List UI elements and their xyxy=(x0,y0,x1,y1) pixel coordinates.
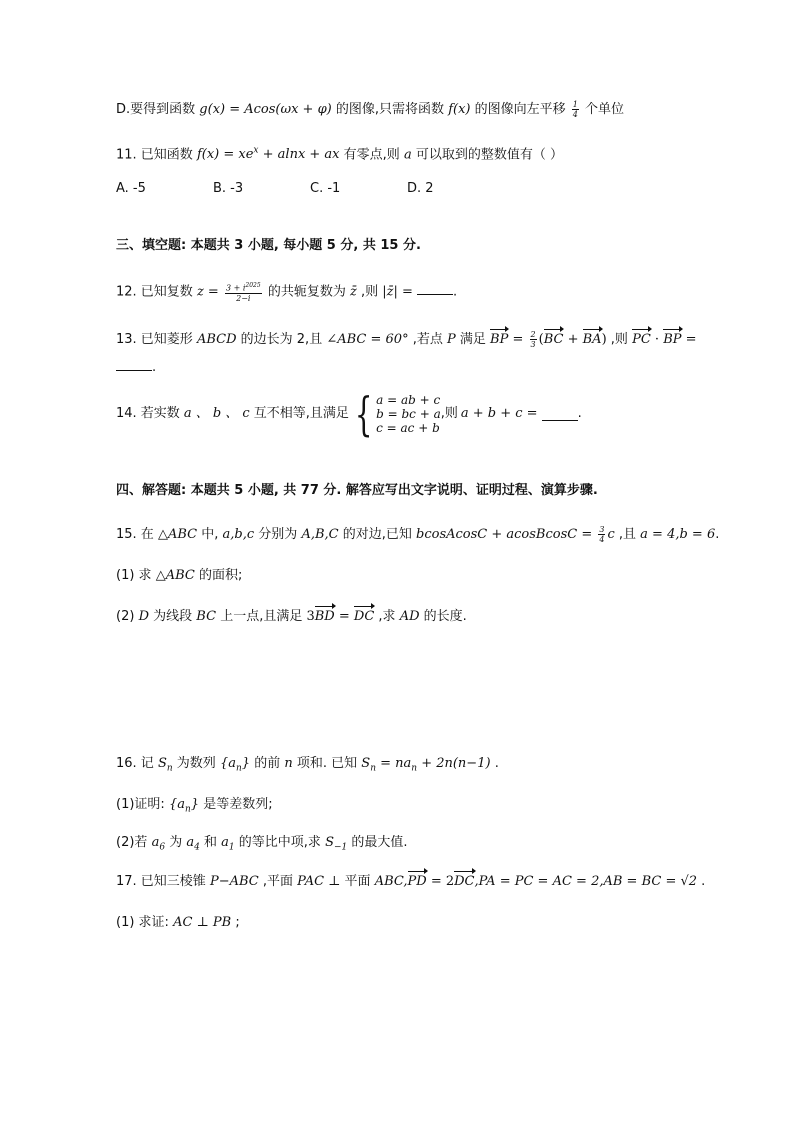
text: ,则 xyxy=(440,406,458,421)
formula: z = xyxy=(196,284,219,300)
variable: BC xyxy=(196,609,217,624)
vector: BP xyxy=(663,332,682,347)
superscript: x xyxy=(253,146,259,156)
symbol: a xyxy=(186,835,195,850)
paren: ( xyxy=(538,332,544,347)
text: 上一点,且满足 xyxy=(220,609,303,624)
text: 为线段 xyxy=(153,609,193,624)
symbol: S xyxy=(157,756,167,771)
question-12 xyxy=(116,281,457,303)
text: 和 xyxy=(204,835,218,850)
answer-blank xyxy=(542,408,578,421)
triangle: △ABC xyxy=(155,568,195,583)
text: (2)若 xyxy=(116,835,148,850)
option-d-line xyxy=(116,100,624,119)
symbol: S xyxy=(361,756,371,771)
fraction xyxy=(572,100,579,119)
text: 的等比中项,求 xyxy=(238,835,321,850)
formula: |z̄| = xyxy=(382,284,413,300)
text: 为 xyxy=(169,835,183,850)
text: 17. 已知三棱锥 xyxy=(116,874,206,889)
question-16-part-2 xyxy=(116,834,408,857)
variable: P xyxy=(447,332,456,347)
variable: D xyxy=(138,609,149,624)
coefficient: 3 xyxy=(306,609,315,624)
formula: AC ⊥ PB xyxy=(173,915,232,930)
question-16-part-1 xyxy=(116,796,273,819)
formula xyxy=(197,147,340,162)
text: 的长度. xyxy=(423,609,467,624)
text: 分别为 xyxy=(258,527,298,542)
equals: = xyxy=(334,609,354,624)
vector: BD xyxy=(314,609,335,624)
equation-system xyxy=(349,387,441,441)
formula: = 2 xyxy=(426,874,455,889)
vector: DC xyxy=(353,609,375,624)
numerator: 2 xyxy=(530,330,536,339)
symbol: S xyxy=(325,835,334,850)
text: ,则 xyxy=(610,332,628,347)
text: . xyxy=(152,360,157,375)
text: 为数列 xyxy=(176,756,216,771)
text: 12. 已知复数 xyxy=(116,284,193,300)
formula-part: f(x) = xe xyxy=(196,147,254,163)
text: 的面积; xyxy=(198,568,243,583)
variable: a xyxy=(403,147,412,163)
text: ,求 xyxy=(378,609,396,624)
formula-part: + alnx + ax xyxy=(258,147,340,163)
numerator: 1 xyxy=(572,100,578,109)
subscript: −1 xyxy=(333,842,348,853)
formula xyxy=(151,835,166,853)
text: 项和. 已知 xyxy=(296,756,358,771)
text: 是等差数列; xyxy=(203,797,273,812)
equation: c = ac + b xyxy=(376,421,440,435)
text: 可以取到的整数值有（ ） xyxy=(415,147,563,163)
text: ,且 xyxy=(618,527,637,542)
formula-part: = na xyxy=(375,756,412,771)
text: (2) xyxy=(116,609,135,624)
text: (1) 求证: xyxy=(116,915,169,930)
formula: bcosAcosC + acosBcosC = xyxy=(416,527,593,542)
answer-blank xyxy=(116,358,152,371)
text: 的图像,只需将函数 xyxy=(335,102,445,117)
formula: ,PA = PC = AC = 2,AB = BC = √2 xyxy=(474,874,698,889)
subscript: n xyxy=(370,763,376,774)
text: 中, xyxy=(201,527,219,542)
fraction xyxy=(530,330,537,349)
text: 互不相等,且满足 xyxy=(253,406,349,421)
denominator: 3 xyxy=(530,340,536,349)
denominator: 4 xyxy=(572,110,578,119)
subscript: 6 xyxy=(159,842,166,853)
variables: A,B,C xyxy=(301,527,339,542)
formula: ∠ABC = 60° xyxy=(326,332,409,347)
vector: BP xyxy=(490,332,509,347)
variables: a 、 b 、 c xyxy=(183,406,250,421)
formula-part: + 2n(n−1) xyxy=(417,756,491,771)
text: 11. 已知函数 xyxy=(116,147,193,163)
text: 的边长为 2,且 xyxy=(240,332,323,347)
formula: ABC, xyxy=(374,874,408,889)
formula: a = 4,b = 6 xyxy=(640,527,716,542)
formula: g(x) = Acos(ωx + φ) xyxy=(199,102,332,117)
fraction xyxy=(225,281,262,303)
numerator-text: 3 + i xyxy=(225,283,246,293)
formula xyxy=(221,835,235,853)
numerator xyxy=(225,281,262,294)
question-15-part-2 xyxy=(116,608,467,626)
text: ,平面 xyxy=(262,874,294,889)
formula xyxy=(325,835,348,853)
variable: AD xyxy=(399,609,420,624)
formula: PAC ⊥ xyxy=(297,874,341,889)
text: ; xyxy=(235,915,240,930)
vector: PC xyxy=(632,332,651,347)
text: 的图像向左平移 xyxy=(474,102,566,117)
dot: · xyxy=(650,332,664,347)
formula: P−ABC xyxy=(209,874,259,889)
subscript: n xyxy=(184,804,191,815)
text: ,则 xyxy=(360,284,379,300)
text: 16. 记 xyxy=(116,756,154,771)
text: 14. 若实数 xyxy=(116,406,180,421)
formula xyxy=(168,797,200,815)
text: 15. 在 xyxy=(116,527,154,542)
text: 有零点,则 xyxy=(343,147,400,163)
text: . xyxy=(715,527,720,542)
vector: DC xyxy=(454,874,475,889)
option-d: D. 2 xyxy=(407,181,434,196)
denominator: 2−i xyxy=(236,293,251,303)
variable: n xyxy=(284,756,293,771)
vector: BA xyxy=(582,332,602,347)
text: . xyxy=(577,406,582,421)
text: . xyxy=(494,756,499,771)
text: 的最大值. xyxy=(351,835,408,850)
variable: c xyxy=(607,527,615,542)
question-11-options xyxy=(116,180,504,198)
question-15 xyxy=(116,525,719,544)
formula: a + b + c = xyxy=(460,406,538,421)
text: 平面 xyxy=(344,874,371,889)
symbol: } xyxy=(190,797,200,812)
variable: z̄ xyxy=(349,284,357,300)
symbol: a xyxy=(221,835,229,850)
denominator: 4 xyxy=(599,535,605,544)
question-14 xyxy=(116,387,582,441)
exponent: 2025 xyxy=(245,282,261,289)
question-15-part-1 xyxy=(116,567,242,585)
question-17-part-1 xyxy=(116,914,240,932)
text: D.要得到函数 xyxy=(116,102,196,117)
equation: a = ab + c xyxy=(376,393,441,407)
subscript: n xyxy=(166,763,173,774)
symbol: {a xyxy=(168,797,185,812)
symbol: a xyxy=(151,835,160,850)
text: 满足 xyxy=(459,332,486,347)
subscript: n xyxy=(411,763,418,774)
text: 的前 xyxy=(254,756,281,771)
text: 的共轭复数为 xyxy=(267,284,346,300)
option-b: B. -3 xyxy=(213,181,244,196)
subscript: 4 xyxy=(194,842,200,853)
question-16 xyxy=(116,755,499,778)
equals: = xyxy=(681,332,697,347)
numerator: 3 xyxy=(599,525,605,534)
formula xyxy=(361,756,491,774)
section-4-heading: 四、解答题: 本题共 5 小题, 共 77 分. 解答应写出文字说明、证明过程、演算步骤. xyxy=(116,483,598,498)
question-17 xyxy=(116,873,705,891)
question-13 xyxy=(116,330,697,349)
text: ,若点 xyxy=(412,332,443,347)
symbol: {a xyxy=(219,756,236,771)
formula: f(x) xyxy=(448,102,471,117)
vector: PD xyxy=(407,874,427,889)
plus: + xyxy=(563,332,583,347)
formula xyxy=(157,756,173,774)
answer-blank xyxy=(417,282,453,295)
text: . xyxy=(701,874,706,889)
variable: ABCD xyxy=(196,332,237,347)
question-13-blank xyxy=(116,358,156,377)
symbol: } xyxy=(241,756,251,771)
text: . xyxy=(453,284,458,300)
variables: a,b,c xyxy=(222,527,255,542)
text: (1) 求 xyxy=(116,568,152,583)
brace: { xyxy=(354,387,373,441)
equation: b = bc + a xyxy=(376,407,441,421)
text: (1)证明: xyxy=(116,797,165,812)
subscript: n xyxy=(235,763,242,774)
section-3-heading: 三、填空题: 本题共 3 小题, 每小题 5 分, 共 15 分. xyxy=(116,238,421,253)
text: 13. 已知菱形 xyxy=(116,332,193,347)
text: 个单位 xyxy=(585,102,625,117)
fraction xyxy=(598,525,605,544)
formula xyxy=(219,756,251,774)
triangle: △ABC xyxy=(157,527,198,542)
option-a: A. -5 xyxy=(116,181,146,196)
equals: = xyxy=(508,332,524,347)
paren: ) xyxy=(601,332,607,347)
text: 的对边,已知 xyxy=(342,527,412,542)
equation-rows xyxy=(376,393,441,435)
question-11 xyxy=(116,142,563,164)
formula xyxy=(186,835,200,853)
vector: BC xyxy=(543,332,564,347)
option-c: C. -1 xyxy=(310,181,341,196)
subscript: 1 xyxy=(228,842,235,853)
